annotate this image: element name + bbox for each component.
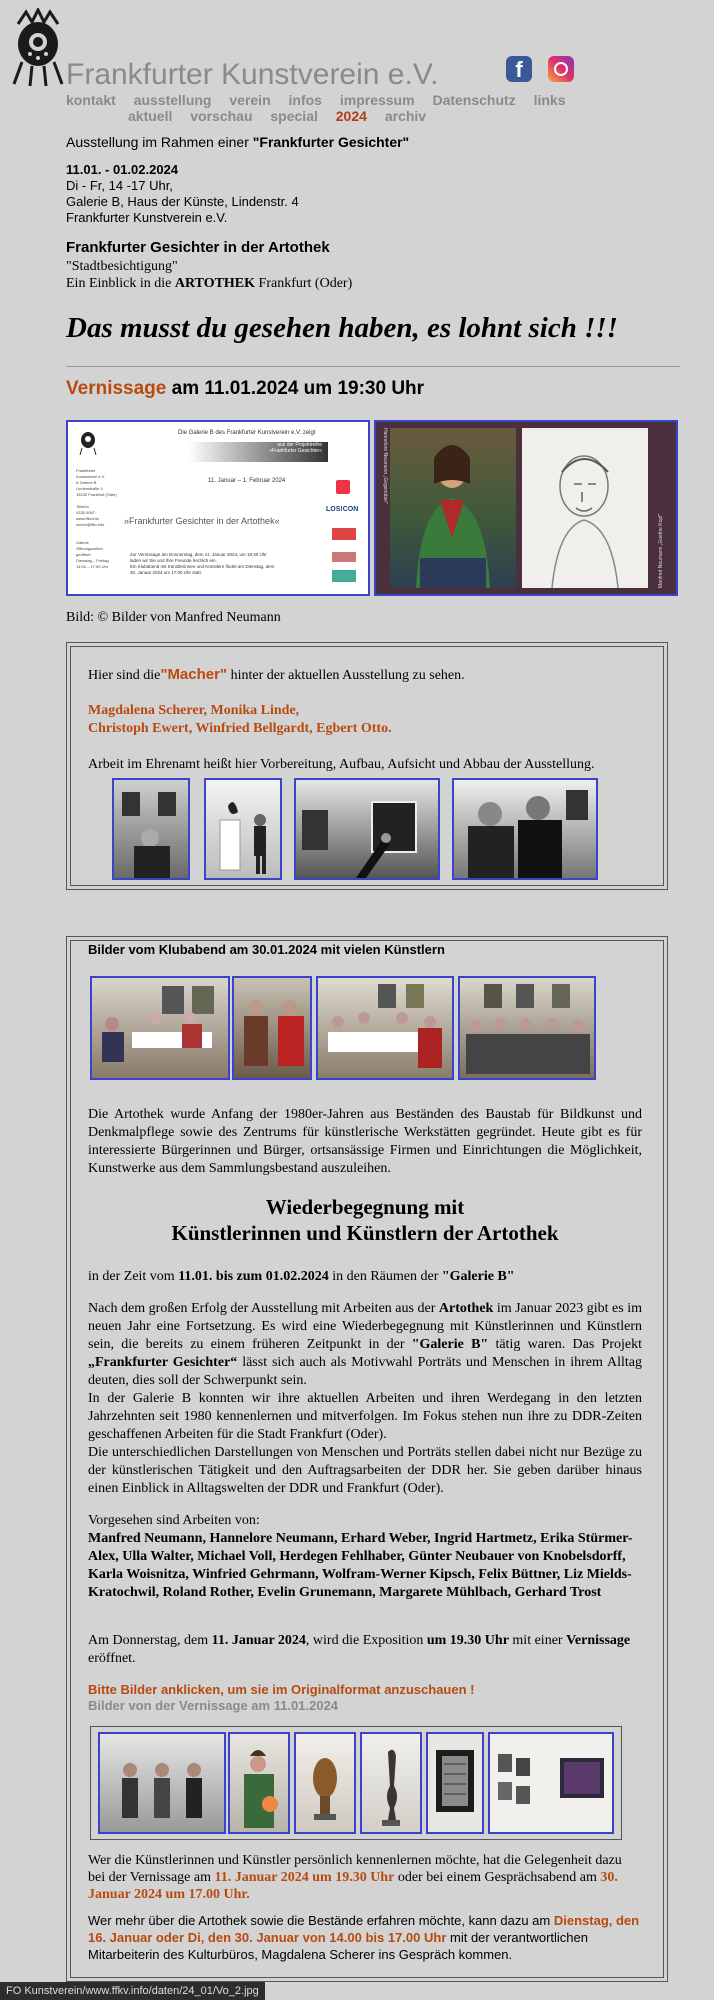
zeitraum-mid: in den Räumen der xyxy=(328,1269,442,1284)
erfolg-text-3: tätig waren. Das Projekt xyxy=(488,1337,642,1352)
vernissage-photo-5[interactable] xyxy=(426,1732,484,1834)
sponsor-logo-3 xyxy=(332,552,356,562)
flyer-text-line: 30. Januar 2024 um 17:00 Uhr statt. xyxy=(130,570,203,575)
mehr-dates: Dienstag, den 16. Januar oder Di, den 30. Januar von 14.00 bis 17.00 Uhr xyxy=(88,1913,640,1945)
flyer-address xyxy=(76,468,117,498)
sponsor-logo-4 xyxy=(332,570,356,582)
erfolg-text-4: lässt sich auch als Motivwahl Porträts und Menschen in ihrem Alltag deuten, dies soll der Schwerpunkt sein. xyxy=(88,1355,642,1388)
flyer-contact xyxy=(76,504,104,528)
click-hint: Bitte Bilder anklicken, um sie im Originalformat anzuschauen ! xyxy=(88,1682,475,1697)
artwork-caption-right xyxy=(654,428,668,588)
klub-photo-2[interactable] xyxy=(232,976,312,1080)
vernissage-announcement xyxy=(88,1632,642,1668)
image-credit: Bild: © Bilder von Manfred Neumann xyxy=(66,610,281,625)
paragraph-galerie: In der Galerie B konnten wir ihre aktuellen Arbeiten und ihren Werdegang in den letzten Jahrzehnten seit 1980 kennenlernen und mitverfolgen. Im Fokus stehen nun ihre zu DDR-Zeiten geschaffenen Arbeiten für die Stadt Frankfurt (Oder). xyxy=(88,1391,642,1442)
flyer-hours-line: Galerie xyxy=(76,540,89,545)
divider xyxy=(66,366,680,367)
vorgesehen-label: Vorgesehen sind Arbeiten von: xyxy=(88,1513,260,1528)
exhibition-organizer: Frankfurter Kunstverein e.V. xyxy=(66,210,228,225)
announce-bold-2: um 19.30 Uhr xyxy=(426,1633,509,1648)
artothek-desc-bold: ARTOTHEK xyxy=(174,276,256,291)
mehr-text-1: Wer mehr über die Artothek sowie die Bestände erfahren möchte, kann dazu am xyxy=(88,1913,554,1928)
mehr-text-2: mit der verantwortlichen Mitarbeiterin des Kulturbüros, Magdalena Scherer ins Gespräch kommen. xyxy=(88,1930,589,1962)
exhibition-subtitle: "Stadtbesichtigung" xyxy=(66,259,178,274)
announce-bold-1: 11. Januar 2024 xyxy=(211,1633,306,1648)
flyer-address-line: 15230 Frankfurt (Oder) xyxy=(76,492,117,497)
site-logo[interactable] xyxy=(8,8,68,88)
flyer-series-box xyxy=(188,442,328,462)
macher-suffix: hinter der aktuellen Ausstellung zu sehen. xyxy=(227,668,465,683)
flyer-address-line: Lindenstraße 4 xyxy=(76,486,103,491)
klub-photo-4[interactable] xyxy=(458,976,596,1080)
flyer-image[interactable] xyxy=(66,420,370,596)
announce-text-2: , wird die Exposition xyxy=(305,1633,427,1648)
flyer-contact-line: verein@ffkv.info xyxy=(76,522,105,527)
vernissage-photo-3[interactable] xyxy=(294,1732,356,1834)
vernissage-photo-2[interactable] xyxy=(228,1732,290,1834)
exhibition-title: Frankfurter Gesichter in der Artothek xyxy=(66,239,330,256)
flyer-hours xyxy=(76,540,109,570)
sub-nav xyxy=(128,108,440,124)
zeitraum-prefix: in der Zeit vom xyxy=(88,1269,179,1284)
artothek-paragraph: Die Artothek wurde Anfang der 1980er-Jahren aus Beständen des Baustab für Bildkunst und Denkmalpflege sowie des Zentrums für künstlerische Werkstätten gegründet. Heute gibt es für interessierte Bürgerinnen und Bürger, ortsansässige Firmen und Einrichtungen die Möglichkeit, Kunstwerke aus dem Sammlungsbestand auszuleihen. xyxy=(88,1107,642,1176)
wiederbegegnung-title-line2: Künstlerinnen und Künstlern der Artothek xyxy=(171,1221,559,1245)
nav-links[interactable]: links xyxy=(533,92,566,108)
nav-datenschutz[interactable]: Datenschutz xyxy=(432,92,516,108)
announce-bold-3: Vernissage xyxy=(566,1633,631,1648)
macher-photo-1[interactable] xyxy=(112,778,190,880)
macher-names xyxy=(88,702,642,738)
macher-photo-2[interactable] xyxy=(204,778,282,880)
exhibition-subtitle-block xyxy=(66,258,352,292)
macher-photo-4[interactable] xyxy=(452,778,598,880)
flyer-logo xyxy=(78,428,98,456)
announce-text-4: eröffnet. xyxy=(88,1651,136,1666)
flyer-box-line1: aus der Projektreihe xyxy=(277,442,322,448)
slogan: Das musst du gesehen haben, es lohnt sich !!! xyxy=(66,312,618,344)
sponsor-logo-2 xyxy=(332,528,356,540)
flyer-title: »Frankfurter Gesichter in der Artothek« xyxy=(124,516,280,526)
exhibition-location: Galerie B, Haus der Künste, Lindenstr. 4 xyxy=(66,194,299,209)
zeitraum-line xyxy=(88,1268,642,1286)
erfolg-text-1: Nach dem großen Erfolg der Ausstellung mit Arbeiten aus der xyxy=(88,1301,439,1316)
nav-impressum[interactable]: impressum xyxy=(339,92,415,108)
flyer-hours-line: 14:00 – 17:00 Uhr xyxy=(76,564,109,569)
zeitraum-galerie: "Galerie B" xyxy=(441,1269,515,1284)
nav-aktuell[interactable]: aktuell xyxy=(128,108,173,124)
nav-verein[interactable]: verein xyxy=(229,92,271,108)
flyer-contact-line: Telefon xyxy=(76,504,89,509)
macher-intro xyxy=(88,666,642,685)
flyer-address-line: Frankfurter xyxy=(76,468,96,473)
caption-right-text: Manfred Neumann „Goethe Kopf“ xyxy=(658,513,664,588)
nav-archiv[interactable]: archiv xyxy=(384,108,427,124)
nav-kontakt[interactable]: kontakt xyxy=(66,92,116,108)
artwork-caption-left xyxy=(380,428,388,588)
exhibition-hours: Di - Fr, 14 -17 Uhr, xyxy=(66,178,173,193)
klub-photo-1[interactable] xyxy=(90,976,230,1080)
flyer-hours-line: geöffnet: xyxy=(76,552,92,557)
browser-status-bar: FO Kunstverein/www.ffkv.info/daten/24_01/Vo_2.jpg xyxy=(0,1982,265,2000)
vernissage-photo-6[interactable] xyxy=(488,1732,614,1834)
flyer-header: Die Galerie B des Frankfurter Kunstverein e.V. zeigt xyxy=(178,430,316,436)
vernissage-heading xyxy=(66,378,424,400)
wiederbegegnung-title xyxy=(88,1194,642,1246)
artworks-image[interactable] xyxy=(374,420,678,596)
painting-woman xyxy=(390,428,516,588)
klub-photo-3[interactable] xyxy=(316,976,454,1080)
artothek-desc-prefix: Ein Einblick in die xyxy=(66,276,175,291)
erfolg-text-2: im Januar 2023 gibt es im neuen Jahr eine Fortsetzung. Es wird eine Wiederbegegnung mit Künstlerinnen und Künstlern sein, die bereits zu einem früheren Zeitpunkt in der xyxy=(88,1301,642,1352)
kennen-date-2: 30. Januar 2024 um 17.00 Uhr. xyxy=(88,1870,618,1902)
erfolg-bold-1: Artothek xyxy=(438,1301,494,1316)
flyer-text xyxy=(130,552,274,576)
wiederbegegnung-title-line1: Wiederbegegnung mit xyxy=(265,1195,465,1219)
vernissage-date: am 11.01.2024 um 19:30 Uhr xyxy=(166,378,425,399)
exhibition-info xyxy=(66,162,299,226)
flyer-text-line: Ein Klubabend mit Künstlerinnen und Künstlern findet am Dienstag, dem xyxy=(130,564,275,569)
announce-text-1: Am Donnerstag, dem xyxy=(88,1633,212,1648)
intro-series-name: "Frankfurter Gesichter" xyxy=(252,134,410,150)
sponsor-logo-1 xyxy=(336,480,350,494)
site-title[interactable]: Frankfurter Kunstverein e.V. xyxy=(66,58,439,91)
flyer-contact-line: 0335 0067 xyxy=(76,510,95,515)
macher-names-line2: Christoph Ewert, Winfried Bellgardt, Egbert Otto. xyxy=(88,721,392,736)
caption-left-text: Hannelore Neumann „Gegenüber“ xyxy=(382,428,388,504)
flyer-text-line: laden wir Sie und Ihre Freunde herzlich ein. xyxy=(130,558,217,563)
intro-prefix: Ausstellung im Rahmen einer xyxy=(66,134,253,150)
kennen-date-1: 11. Januar 2024 um 19.30 Uhr xyxy=(214,1870,395,1885)
kennenlernen-paragraph xyxy=(88,1852,642,1903)
paragraph-darstellungen: Die unterschiedlichen Darstellungen von Menschen und Porträts stellen dabei nicht nur Bezüge zu der künstlerischen Tätigkeit und den Auftragsarbeiten der DDR her. Sie geben darüber hinaus einen Einblick in Alltagswelten der DDR und Frankfurt (Oder). xyxy=(88,1445,642,1496)
vernissage-photo-4[interactable] xyxy=(360,1732,422,1834)
flyer-hours-line: Dienstag – Freitag xyxy=(76,558,109,563)
kennen-text-1: Wer die Künstlerinnen und Künstler persönlich kennenlernen möchte, hat die Gelegenheit dazu bei der Vernissage am xyxy=(88,1853,622,1885)
announce-text-3: mit einer xyxy=(508,1633,567,1648)
paragraph-erfolg xyxy=(88,1300,642,1390)
vernissage-photo-1[interactable] xyxy=(98,1732,226,1834)
flyer-address-line: Kunstverein e.V. xyxy=(76,474,105,479)
flyer-hours-line: Öffnungszeiten xyxy=(76,546,103,551)
intro-line xyxy=(66,134,409,150)
mehr-erfahren-paragraph xyxy=(88,1912,642,1963)
artothek-desc-suffix: Frankfurt (Oder) xyxy=(255,276,353,291)
sponsor-logo-loscon: LOS!CON xyxy=(326,506,359,513)
exhibition-dates: 11.01. - 01.02.2024 xyxy=(66,162,179,177)
artothek-desc xyxy=(66,275,352,292)
nav-vorschau[interactable]: vorschau xyxy=(190,108,253,124)
flyer-address-line: & Galerie B xyxy=(76,480,97,485)
drawing-man xyxy=(522,428,648,588)
flyer-text-line: Zur Vernissage am Donnerstag, dem 11. Januar 2024, um 19:30 Uhr xyxy=(130,552,267,557)
macher-photo-3[interactable] xyxy=(294,778,440,880)
nav-infos[interactable]: infos xyxy=(288,92,322,108)
kennen-text-2: oder bei einem Gesprächsabend am xyxy=(394,1870,601,1885)
instagram-icon[interactable] xyxy=(548,56,574,82)
main-nav xyxy=(66,92,579,108)
macher-prefix: Hier sind die xyxy=(88,668,161,683)
flyer-dates: 11. Januar – 1. Februar 2024 xyxy=(208,478,286,484)
erfolg-bold-2: "Galerie B" xyxy=(411,1337,489,1352)
macher-names-line1: Magdalena Scherer, Monika Linde, xyxy=(88,703,300,718)
macher-ehrenamt: Arbeit im Ehrenamt heißt hier Vorbereitung, Aufbau, Aufsicht und Abbau der Ausstellung. xyxy=(88,757,595,772)
macher-highlight: "Macher" xyxy=(160,666,228,683)
artothek-body xyxy=(88,1300,642,1498)
flyer-box-line2: »Frankfurter Gesichter« xyxy=(269,448,322,454)
vernissage-word: Vernissage xyxy=(66,378,167,399)
nav-special[interactable]: special xyxy=(270,108,318,124)
zeitraum-dates: 11.01. bis zum 01.02.2024 xyxy=(178,1269,329,1284)
klubabend-heading: Bilder vom Klubabend am 30.01.2024 mit vielen Künstlern xyxy=(88,942,445,957)
nav-ausstellung[interactable]: ausstellung xyxy=(133,92,212,108)
erfolg-bold-3: „Frankfurter Gesichter“ xyxy=(88,1355,238,1370)
nav-2024[interactable]: 2024 xyxy=(335,108,367,124)
facebook-icon[interactable]: f xyxy=(506,56,532,82)
vernissage-photos-heading: Bilder von der Vernissage am 11.01.2024 xyxy=(88,1698,339,1713)
artists-list: Manfred Neumann, Hannelore Neumann, Erhard Weber, Ingrid Hartmetz, Erika Stürmer-Alex, Ulla Walter, Michael Voll, Herdegen Fehlhaber, Günter Neubauer von Knobelsdorff, Karla Woisnitza, Winfried Gehrmann, Wolfram-Werner Kipsch, Felix Büttner, Liz Mields-Kratochwil, Roland Rother, Evelin Grunemann, Margarete Mühlbach, Gerhard Trost xyxy=(88,1531,633,1600)
flyer-contact-line: www.ffkv.info xyxy=(76,516,99,521)
